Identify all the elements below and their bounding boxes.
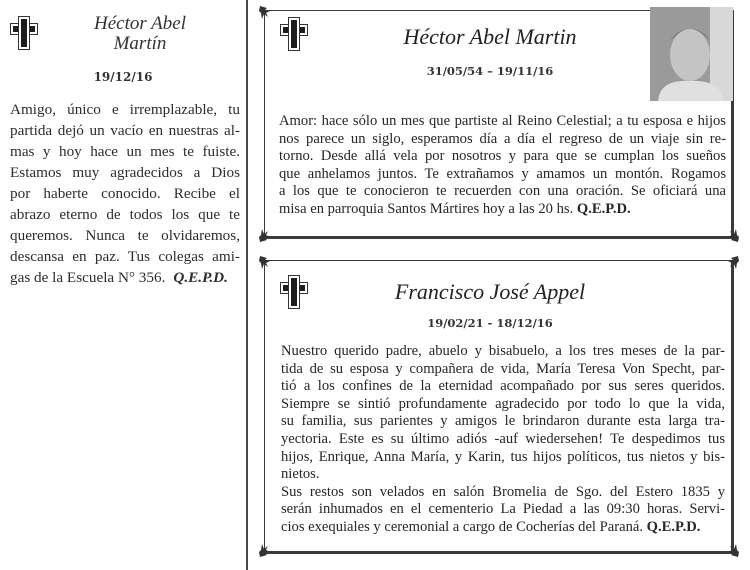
column-divider <box>246 0 248 570</box>
text-line: mas y hoy hace un mes te fuiste. <box>10 143 240 160</box>
obituary-text <box>281 343 725 537</box>
text-line: yectoria. Este es su último adiós -auf wiedersehen! Te despedimos tus <box>281 430 725 447</box>
text-line <box>279 201 726 219</box>
qepd-closing: Q.E.P.D. <box>646 518 701 535</box>
obituary-dates: 19/02/21 - 18/12/16 <box>427 316 553 330</box>
obituary-text <box>10 99 240 288</box>
text-line: Siempre se sintió profundamente agradecido por todo lo que la vida, <box>281 395 725 412</box>
cross-icon <box>13 19 35 47</box>
text-line: serán inhumados en el cementerio La Piedad a las 09:30 horas. Servi- <box>281 501 725 518</box>
text-line: queremos. Nunca te olvidaremos, <box>10 227 240 244</box>
text-line: Amigo, único e irremplazable, tu <box>10 101 240 118</box>
obituary-name: Héctor Abel Martin <box>403 24 577 49</box>
text-line-end: cios exequiales y ceremonial a cargo de Cocherías del Paraná. <box>281 518 643 535</box>
left-obituary <box>0 0 246 570</box>
ornament-icon <box>722 254 740 272</box>
portrait-photo <box>650 7 733 101</box>
ornament-icon <box>722 226 740 244</box>
obituary-name: Francisco José Appel <box>394 279 586 304</box>
qepd-closing: Q.E.P.D. <box>173 269 228 286</box>
text-line: Nuestro querido padre, abuelo y bisabuelo, a los tres meses de la par- <box>281 343 725 359</box>
text-line: su familia, sus parientes y amigos le brindaron durante esta larga tra- <box>281 413 725 430</box>
text-line: torno. Desde allá vela por nosotros y para que se cumplan los sueños <box>279 148 726 165</box>
text-line: por haberte conocido. Recibe el <box>10 185 240 202</box>
text-line: hijos, Enrique, Anna María, y Karin, tus hijos políticos, tus nietos y bis- <box>281 448 725 465</box>
cross-icon <box>283 278 305 306</box>
text-line: partida dejó un vacío en nuestras al- <box>10 122 240 139</box>
text-line: Sus restos son velados en salón Bromelia de Sgo. del Estero 1835 y <box>281 483 725 500</box>
text-line: a los que te conocieron te recuerden con una oración. Se oficiará una <box>279 183 726 200</box>
ornament-icon <box>258 541 276 559</box>
ornament-icon <box>258 254 276 272</box>
name-line-1: Héctor Abel <box>94 13 186 34</box>
name-line-2: Martín <box>113 33 167 54</box>
text-line-end: gas de la Escuela N° 356. <box>10 269 166 286</box>
text-line <box>281 519 725 537</box>
ornament-icon <box>722 541 740 559</box>
text-line: Estamos muy agradecidos a Dios <box>10 164 240 181</box>
text-line: descansa en paz. Tus colegas ami- <box>10 248 240 265</box>
text-line: tió a los confines de la eternidad acompañado por sus seres queridos. <box>281 378 725 395</box>
obituary-date: 19/12/16 <box>93 70 153 84</box>
text-line: nos parece un siglo, esperamos día a día el regreso de un viaje sin re- <box>279 130 726 147</box>
text-line: Amor: hace sólo un mes que partiste al Reino Celestial; a tu esposa e hijos <box>279 113 726 129</box>
text-line: tida de su esposa y compañera de vida, María Teresa Von Specht, par- <box>281 360 725 377</box>
text-line: que anhelamos juntos. Te extrañamos y amamos un montón. Rogamos <box>279 165 726 182</box>
obituary-dates: 31/05/54 – 19/11/16 <box>426 64 554 78</box>
ornament-icon <box>258 4 276 22</box>
text-line-end: misa en parroquia Santos Mártires hoy a las 20 hs. <box>279 200 574 217</box>
cross-icon <box>283 20 305 48</box>
text-line: abrazo eterno de todos los que te <box>10 206 240 223</box>
text-line: nietos. <box>281 466 320 483</box>
qepd-closing: Q.E.P.D. <box>576 200 631 217</box>
obituary-text <box>279 113 726 219</box>
ornament-icon <box>258 226 276 244</box>
obituary-name <box>60 14 220 54</box>
text-line <box>10 267 240 288</box>
